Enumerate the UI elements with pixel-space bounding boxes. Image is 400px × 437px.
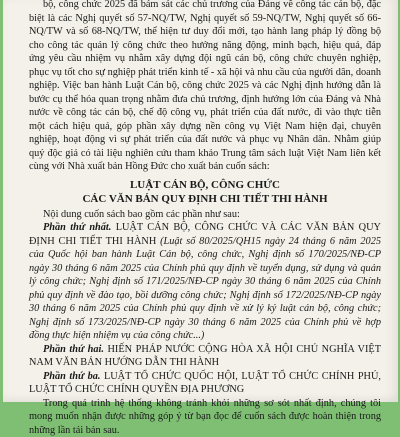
part-1-label: Phần thứ nhất. (43, 222, 111, 233)
part-3-paragraph (29, 370, 381, 397)
part-1-detail: (Luật số 80/2025/QH15 ngày 24 tháng 6 năm 2025 của Quốc hội ban hành Luật Cán bộ, công chức, Nghị định số 170/2025/NĐ-CP ngày 30 tháng 6 năm 2025 của Chính phủ quy định về tuyển dụng, sử dụng và quản lý công chức; Nghị định số 171/2025/NĐ-CP ngày 30 tháng 6 năm 2025 của Chính phủ quy định về đào tạo, bồi dưỡng công chức; Nghị định số 172/2025/NĐ-CP ngày 30 tháng 6 năm 2025 của Chính phủ quy định về xử lý kỷ luật cán bộ, công chức; Nghị định số 173/2025/NĐ-CP ngày 30 tháng 6 năm 2025 của Chính phủ về hợp đồng thực hiện nhiệm vụ của công chức...) (29, 236, 381, 342)
contents-intro: Nội dung cuốn sách bao gồm các phần như sau: (29, 208, 381, 222)
book-title-line-2: CÁC VĂN BẢN QUY ĐỊNH CHI TIẾT THI HÀNH (29, 192, 381, 206)
part-3-label: Phần thứ ba. (43, 371, 100, 382)
part-1-paragraph (29, 221, 381, 343)
book-page (3, 0, 398, 402)
part-3-title: LUẬT TỔ CHỨC QUỐC HỘI, LUẬT TỔ CHỨC CHÍNH PHỦ, LUẬT TỔ CHỨC CHÍNH QUYỀN ĐỊA PHƯƠNG (29, 371, 381, 396)
page-content (29, 0, 381, 437)
part-1-title: LUẬT CÁN BỘ, CÔNG CHỨC VÀ CÁC VĂN BẢN QUY ĐỊNH CHI TIẾT THI HÀNH (29, 222, 381, 247)
book-title-block (29, 178, 381, 206)
closing-paragraph: Trong quá trình hệ thống không tránh khỏi những sơ sót nhất định, chúng tôi mong muốn nhận được những góp ý từ bạn đọc để cuốn sách được hoàn thiện trong những lần tái bản sau. (29, 397, 381, 437)
part-2-title: HIẾN PHÁP NƯỚC CỘNG HÒA XÃ HỘI CHỦ NGHĨA VIỆT NAM VĂN BẢN HƯỚNG DẪN THI HÀNH (29, 344, 381, 369)
part-2-label: Phần thứ hai. (43, 344, 104, 355)
book-title-line-1: LUẬT CÁN BỘ, CÔNG CHỨC (29, 178, 381, 192)
part-2-paragraph (29, 343, 381, 370)
intro-paragraph: bộ, công chức 2025 đã bám sát các chủ trương của Đảng về công tác cán bộ, đặc biệt là các Nghị quyết số 57-NQ/TW, Nghị quyết số 59-NQ/TW, Nghị quyết số 66-NQ/TW và số 68-NQ/TW, thể hiện tư duy đổi mới, tạo hành lang pháp lý đồng bộ cho công tác quản lý công chức theo hướng năng động, minh bạch, hiệu quả, đáp ứng yêu cầu nhiệm vụ nhằm xây dựng đội ngũ cán bộ, công chức chuyên nghiệp, phục vụ tốt cho sự nghiệp phát triển kinh tế - xã hội và nhu cầu của người dân, doanh nghiệp. Việc ban hành Luật Cán bộ, công chức 2025 và các Nghị định hướng dẫn là bước cụ thể hóa quan trọng nhằm đưa chủ trương, định hướng lớn của Đảng và Nhà nước về công tác cán bộ, chế độ công vụ, phát triển của đất nước, đi vào thực tiễn một cách hiệu quả, góp phần xây dựng nền công vụ Việt Nam hiện đại, chuyên nghiệp, hoạt động vì sự phát triển của đất nước và phục vụ Nhân dân. Nhằm giúp quý độc giả có tài liệu nghiên cứu tham khảo Trung tâm sách luật Việt Nam liên kết cùng với Nhà xuất bản Hồng Đức cho xuất bản cuốn sách: (29, 0, 381, 174)
